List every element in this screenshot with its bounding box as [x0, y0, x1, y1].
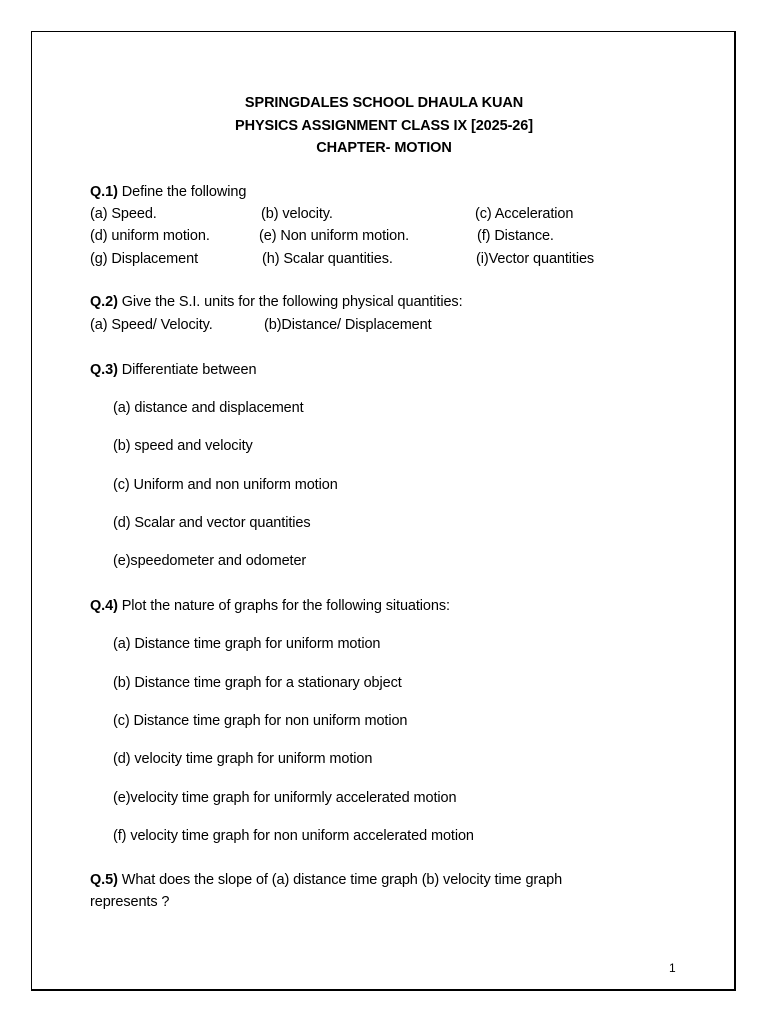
q4-item: (b) Distance time graph for a stationary object: [113, 675, 402, 691]
q3-number: Q.3): [90, 362, 118, 378]
q5-number: Q.5): [90, 872, 118, 888]
q1-item: (b) velocity.: [261, 206, 333, 222]
q2-item: (a) Speed/ Velocity.: [90, 317, 213, 333]
q1-item: (f) Distance.: [477, 228, 554, 244]
q3-heading: [90, 362, 256, 378]
q2-number: Q.2): [90, 294, 118, 310]
q1-item: (h) Scalar quantities.: [262, 251, 393, 267]
page-border: [31, 31, 736, 991]
chapter-title: CHAPTER- MOTION: [316, 140, 452, 156]
q3-text: Differentiate between: [117, 362, 257, 378]
q4-text: Plot the nature of graphs for the following situations:: [117, 598, 450, 614]
q5-text-continued: represents ?: [90, 894, 170, 910]
q4-item: (a) Distance time graph for uniform motion: [113, 636, 381, 652]
q4-number: Q.4): [90, 598, 118, 614]
q2-item: (b)Distance/ Displacement: [264, 317, 432, 333]
q4-item: (c) Distance time graph for non uniform motion: [113, 713, 408, 729]
q4-item: (f) velocity time graph for non uniform accelerated motion: [113, 828, 474, 844]
q3-item: (a) distance and displacement: [113, 400, 304, 416]
q3-item: (b) speed and velocity: [113, 438, 253, 454]
q1-item: (g) Displacement: [90, 251, 198, 267]
q3-item: (c) Uniform and non uniform motion: [113, 477, 338, 493]
q4-heading: [90, 598, 450, 614]
q1-item: (c) Acceleration: [475, 206, 574, 222]
q1-item: (a) Speed.: [90, 206, 157, 222]
q3-item: (e)speedometer and odometer: [113, 553, 307, 569]
q5-text: What does the slope of (a) distance time graph (b) velocity time graph: [117, 872, 563, 888]
assignment-title: PHYSICS ASSIGNMENT CLASS IX [2025-26]: [235, 118, 533, 134]
q1-item: (i)Vector quantities: [476, 251, 595, 267]
q1-item: (d) uniform motion.: [90, 228, 210, 244]
q1-number: Q.1): [90, 184, 118, 200]
q2-text: Give the S.I. units for the following physical quantities:: [117, 294, 463, 310]
q4-item: (d) velocity time graph for uniform motion: [113, 751, 373, 767]
q1-heading: [90, 184, 246, 200]
q5-heading: [90, 872, 562, 888]
q3-item: (d) Scalar and vector quantities: [113, 515, 311, 531]
q1-item: (e) Non uniform motion.: [259, 228, 410, 244]
q4-item: (e)velocity time graph for uniformly accelerated motion: [113, 790, 457, 806]
q1-text: Define the following: [117, 184, 247, 200]
q2-heading: [90, 294, 463, 310]
school-title: SPRINGDALES SCHOOL DHAULA KUAN: [244, 95, 524, 111]
page-number: 1: [669, 961, 676, 975]
